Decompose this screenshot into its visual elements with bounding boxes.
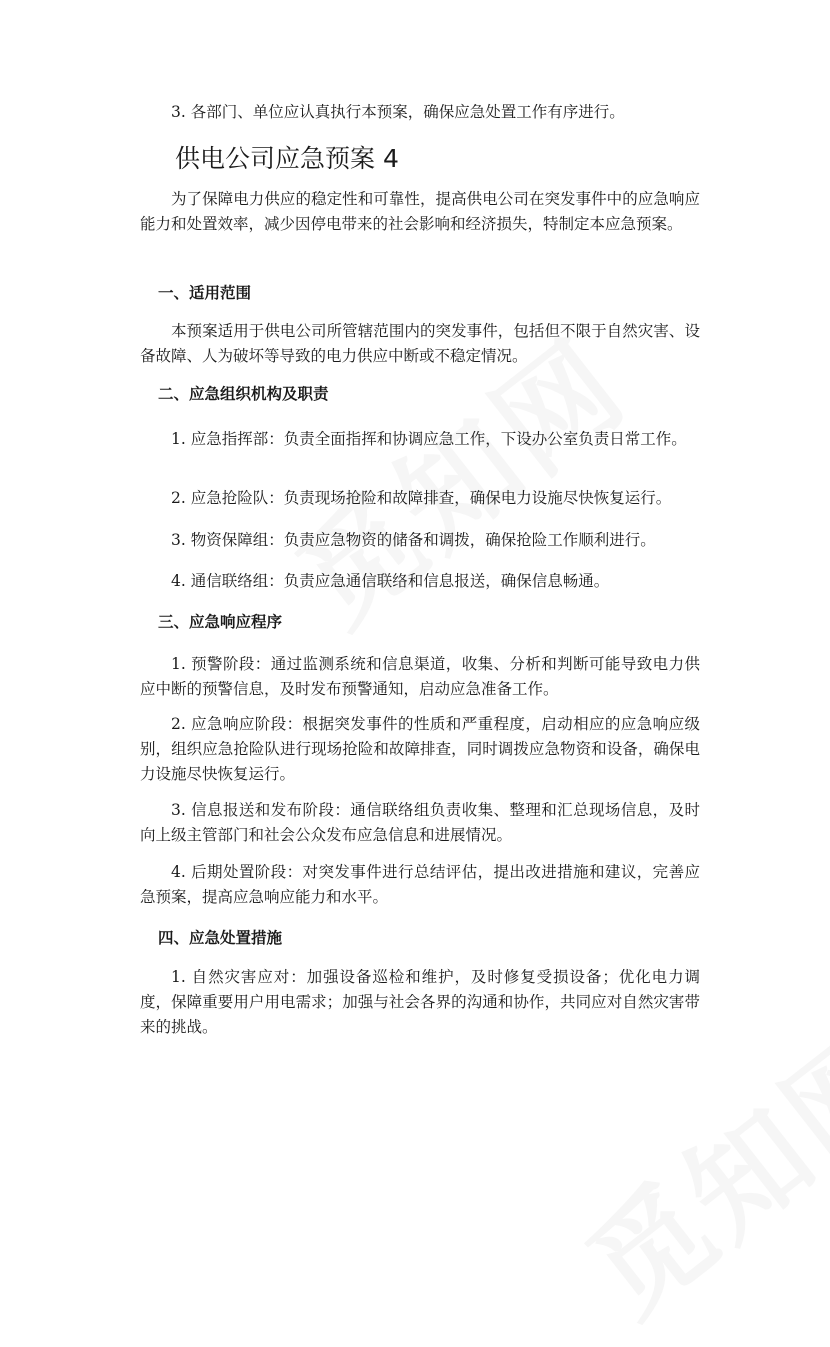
list-item: 4. 通信联络组：负责应急通信联络和信息报送，确保信息畅通。 <box>171 572 610 590</box>
section-heading: 三、应急响应程序 <box>158 613 283 631</box>
list-item: 1. 预警阶段：通过监测系统和信息渠道，收集、分析和判断可能导致电力供应中断的预警信息，及时发布预警通知，启动应急准备工作。 <box>140 655 700 698</box>
list-item: 1. 自然灾害应对：加强设备巡检和维护，及时修复受损设备；优化电力调度，保障重要用户用电需求；加强与社会各界的沟通和协作，共同应对自然灾害带来的挑战。 <box>140 968 700 1036</box>
section-paragraph: 本预案适用于供电公司所管辖范围内的突发事件，包括但不限于自然灾害、设备故障、人为破坏等导致的电力供应中断或不稳定情况。 <box>140 322 700 365</box>
list-item: 3. 各部门、单位应认真执行本预案，确保应急处置工作有序进行。 <box>171 103 625 121</box>
section-heading: 二、应急组织机构及职责 <box>158 385 329 403</box>
list-item: 2. 应急响应阶段：根据突发事件的性质和严重程度，启动相应的应急响应级别，组织应急抢险队进行现场抢险和故障排查，同时调拨应急物资和设备，确保电力设施尽快恢复运行。 <box>140 715 700 783</box>
section-heading: 一、适用范围 <box>158 284 252 302</box>
list-item: 2. 应急抢险队：负责现场抢险和故障排查，确保电力设施尽快恢复运行。 <box>171 489 672 507</box>
list-item: 3. 物资保障组：负责应急物资的储备和调拨，确保抢险工作顺利进行。 <box>171 531 656 549</box>
list-item: 4. 后期处置阶段：对突发事件进行总结评估，提出改进措施和建议，完善应急预案，提高应急响应能力和水平。 <box>140 863 700 906</box>
section-heading: 四、应急处置措施 <box>158 929 283 947</box>
list-item: 3. 信息报送和发布阶段：通信联络组负责收集、整理和汇总现场信息，及时向上级主管部门和社会公众发布应急信息和进展情况。 <box>140 801 700 844</box>
page-title: 供电公司应急预案 4 <box>175 144 399 173</box>
list-item: 1. 应急指挥部：负责全面指挥和协调应急工作，下设办公室负责日常工作。 <box>171 430 687 448</box>
preface-paragraph: 为了保障电力供应的稳定性和可靠性，提高供电公司在突发事件中的应急响应能力和处置效率，减少因停电带来的社会影响和经济损失，特制定本应急预案。 <box>140 190 700 233</box>
